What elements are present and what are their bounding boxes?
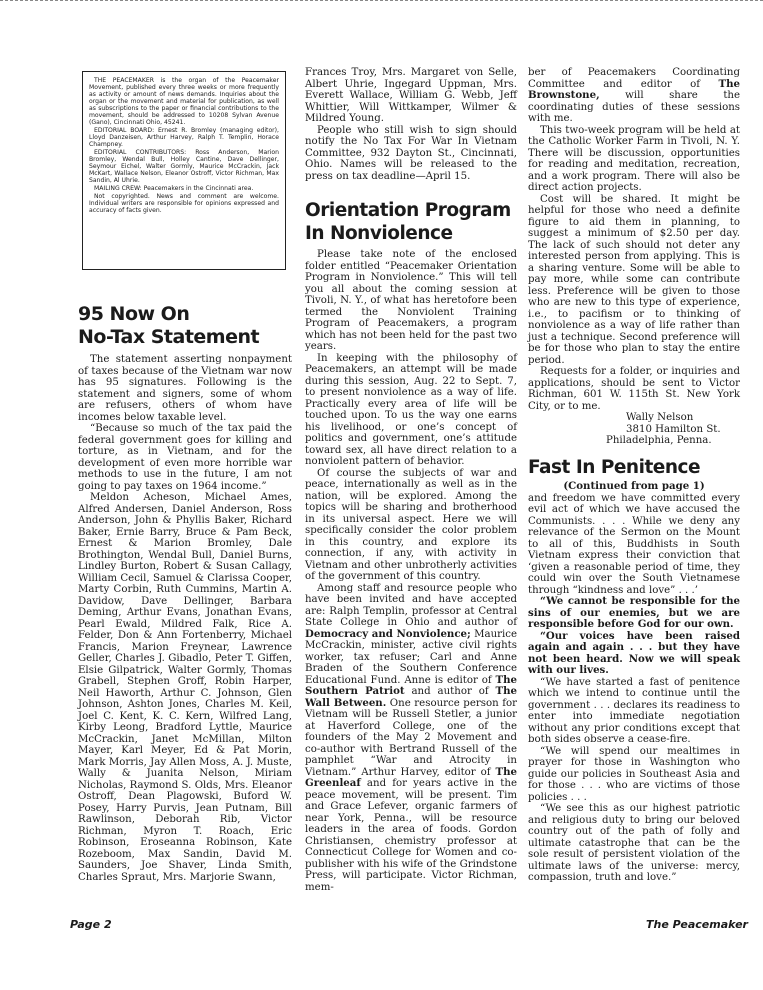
article-orientation-continued [528, 67, 740, 447]
article-fast-in-penitence [528, 456, 740, 884]
signers-list-continued: Frances Troy, Mrs. Margaret von Selle, Albert Uhrie, Ingegard Uppman, Mrs. Everett Wallace, William G. Webb, Jeff Whittier, Will Wittkamper, Wilmer & Mildred Young. [305, 67, 517, 124]
paragraph: “We have started a fast of penitence which we intend to continue until the government . . . declares its readiness to enter into immediate negotiation without any prior conditions except that both sides observe a cease-fire. [528, 676, 740, 745]
continued-note: (Continued from page 1) [563, 480, 705, 492]
paragraph: “We see this as our highest patriotic and religious duty to bring our beloved country out of the path of folly and ultimate catastrophe that can be the sole result of persistent violation of the ultimate laws of the universe: mercy, compassion, truth and love.” [528, 803, 740, 883]
headline-line-2: No-Tax Statement [78, 326, 260, 348]
publication-name-footer: The Peacemaker [646, 918, 748, 931]
signers-list: Meldon Acheson, Michael Ames, Alfred Andersen, Daniel Anderson, Ross Anderson, John & Phyllis Baker, Richard Baker, Ernie Barry, Bruce & Pam Beck, Ernest & Marion Bromley, Dale Brothington, Wendal Bull, Daniel Burns, Lindley Burton, Robert & Susan Callagy, William Cecil, Samuel & Clarissa Cooper, Marty Corbin, Ruth Cummins, Martin A. Davidow, Dave Dellinger, Barbara Deming, Arthur Evans, Jonathan Evans, Pearl Ewald, Mildred Falk, Rice A. Felder, Don & Ann Fortenberry, Michael Francis, Marion Freynear, Lawrence Geller, Charles J. Gibadlo, Peter T. Giffen, Elsie Gilpatrick, Walter Gormly, Thomas Grabell, Stephen Groff, Robin Harper, Neil Haworth, Arthur C. Johnson, Glen Johnson, Ashton Jones, Charles M. Keil, Joel C. Kent, K. C. Kern, Wilfred Lang, Kirby Leong, Bradford Lyttle, Maurice McCrackin, Janet McMillan, Milton Mayer, Karl Meyer, Ed & Pat Morin, Mark Morris, Jay Allen Moss, A. J. Muste, Wally & Juanita Nelson, Miriam Nicholas, Raymond S. Olds, Mrs. Eleanor Ostroff, Dean Plagowski, Buford W. Posey, Harry Purvis, Jean Putnam, Bill Rawlinson, Deborah Rib, Victor Richman, Myron T. Roach, Eric Robinson, Eroseanna Robinson, Kate Rozeboom, Max Sandin, David M. Saunders, Joe Shaver, Linda Smith, Charles Spraut, Mrs. Marjorie Swann, [78, 492, 292, 883]
signature-address: 3810 Hamilton St. [626, 423, 721, 435]
paragraph: Requests for a folder, or inquiries and applications, should be sent to Victor Richman, 601 W. 115th St. New York City, or to me. [528, 366, 740, 412]
masthead-copyright-note: Not copyrighted. News and comment are welcome. Individual writers are responsible for opinions expressed and accuracy of facts given. [89, 193, 279, 214]
paragraph: Cost will be shared. It might be helpful for those who need a definite figure to aid them in planning, to suggest a minimum of $2.50 per day. The lack of such should not deter any interested person from applying. This is a sharing venture. Some will be able to pay more, while some can contribute less. Preference will be given to those who are new to this type of experience, i.e., to pacifism or to thinking of nonviolence as a way of life rather than just a technique. Second preference will be for those who plan to stay the entire period. [528, 193, 740, 366]
masthead-mailing-crew: MAILING CREW: Peacemakers in the Cincinnati area. [94, 185, 254, 192]
editorial-masthead-box [82, 71, 286, 270]
headline-line-2: In Nonviolence [305, 223, 453, 244]
signature-city: Philadelphia, Penna. [606, 435, 712, 446]
quote-paragraph: “Our voices have been raised again and again . . . but they have not been heard. Now we will speak with our lives. [528, 629, 740, 676]
headline: Fast In Penitence [528, 457, 701, 478]
article-no-tax-continued [305, 67, 517, 182]
paragraph: Among staff and resource people who have been invited and have accepted are: Ralph Templin, professor at Central State College in Ohio and author of Democracy and Nonviolence; Maurice McCrackin, minister, active civil rights worker, tax refuser; Carl and Anne Braden of the Southern Conference Educational Fund. Anne is editor of The Southern Patriot and author of The Wall Between. One resource person for Vietnam will be Russell Stetler, a junior at Haverford College, one of the founders of the May 2 Movement and co-author with Bertrand Russell of the pamphlet “War and Atrocity in Vietnam.” Arthur Harvey, editor of The Greenleaf and for years active in the peace movement, will be present. Tim and Grace Lefever, organic farmers of near York, Penna., will be resource leaders in the area of foods. Gordon Christiansen, chemistry professor at Connecticut College for Women and co-publisher with his wife of the Grindstone Press, will participate. Victor Richman, mem- [305, 582, 518, 893]
page-top-rule [0, 0, 763, 4]
masthead-about: THE PEACEMAKER is the organ of the Peacemaker Movement, published every three weeks or more frequently as activity or amount of news demands. Inquiries about the organ or the movement and material for publication, as well as subscriptions to the paper or financial contributions to the movement, should be addressed to 10208 Sylvan Avenue (Gano), Cincinnati Ohio, 45241. [89, 77, 279, 126]
paragraph: In keeping with the philosophy of Peacemakers, an attempt will be made during this session, Aug. 22 to Sept. 7, to present nonviolence as a way of life. Practically every area of life will be touched upon. To us the way one earns his livelihood, or one’s concept of politics and government, one’s attitude toward sex, all have direct relation to a nonviolent pattern of behavior. [305, 352, 517, 467]
book-title: Democracy and Nonviolence; [305, 627, 471, 640]
masthead-editorial-board: EDITORIAL BOARD: Ernest R. Bromley (managing editor), Lloyd Danzeisen, Arthur Harvey, Ralph T. Templin, Horace Champney. [89, 127, 279, 148]
quote-paragraph: “We cannot be responsible for the sins of our enemies, but we are responsible before God for our own. [528, 595, 740, 630]
publication-title: The Greenleaf [305, 765, 517, 789]
book-title: The Wall Between. [305, 685, 518, 709]
publication-title: The Brownstone, [528, 77, 740, 101]
paragraph: “We will spend our mealtimes in prayer for those in Washington who guide our policies in Southeast Asia and for those . . . who are victims of those policies . . . [528, 745, 740, 803]
paragraph: Of course the subjects of war and peace, internationally as well as in the nation, will be explored. Among the topics will be sharing and brotherhood in its universal aspect. Here we will specifically consider the color problem in this country, and explore its connection, if any, with activity in Vietnam and other unbrotherly activities of the government of this country. [305, 467, 517, 582]
paragraph: “Because so much of the tax paid the federal government goes for killing and torture, as in Vietnam, and for the development of even more horrible war methods to use in the future, I am not going to pay taxes on 1964 income.” [78, 423, 292, 492]
headline-line-1: 95 Now On [78, 303, 190, 325]
masthead-contributors: EDITORIAL CONTRIBUTORS: Ross Anderson, Marion Bromley, Wendal Bull, Holley Cantine, Dave Dellinger, Seymour Eichel, Walter Gormly, Maurice McCrackin, Jack McKart, Wallace Nelson, Eleanor Ostroff, Victor Richman, Max Sandin, Al Uhrie. [89, 149, 279, 184]
headline-line-1: Orientation Program [305, 200, 511, 221]
paragraph: Please take note of the enclosed folder entitled “Peacemaker Orientation Program in Nonviolence.” This will tell you all about the coming session at Tivoli, N. Y., of what has heretofore been termed the Nonviolent Training Program of Peacemakers, a program which has not been held for the past two years. [305, 249, 517, 352]
paragraph: The statement asserting nonpayment of taxes because of the Vietnam war now has 95 signatures. Following is the statement and signers, some of whom are refusers, others of whom have incomes below taxable level. [78, 354, 292, 423]
article-orientation [305, 199, 517, 893]
signature-name: Wally Nelson [626, 412, 694, 423]
paragraph: People who still wish to sign should notify the No Tax For War In Vietnam Committee, 932 Dayton St., Cincinnati, Ohio. Names will be released to the press on tax deadline—April 15. [305, 124, 517, 182]
paragraph: and freedom we have committed every evil act of which we have accused the Communists. . . . While we deny any relevance of the Sermon on the Mount to all of this, Buddhists in South Vietnam express their conviction that ‘given a reasonable period of time, they could win over the South Vietnamese through “kindness and love” . . .’ [528, 492, 740, 596]
publication-title: The Southern Patriot [305, 673, 517, 697]
paragraph: ber of Peacemakers Coordinating Committee and editor of The Brownstone, will share the coordinating duties of these sessions with me. [528, 67, 740, 124]
paragraph: This two-week program will be held at the Catholic Worker Farm in Tivoli, N. Y. There will be discussion, opportunities for reading and meditation, recreation, and a work program. There will also be direct action projects. [528, 124, 740, 193]
article-no-tax [78, 303, 292, 883]
page-number: Page 2 [70, 918, 112, 931]
